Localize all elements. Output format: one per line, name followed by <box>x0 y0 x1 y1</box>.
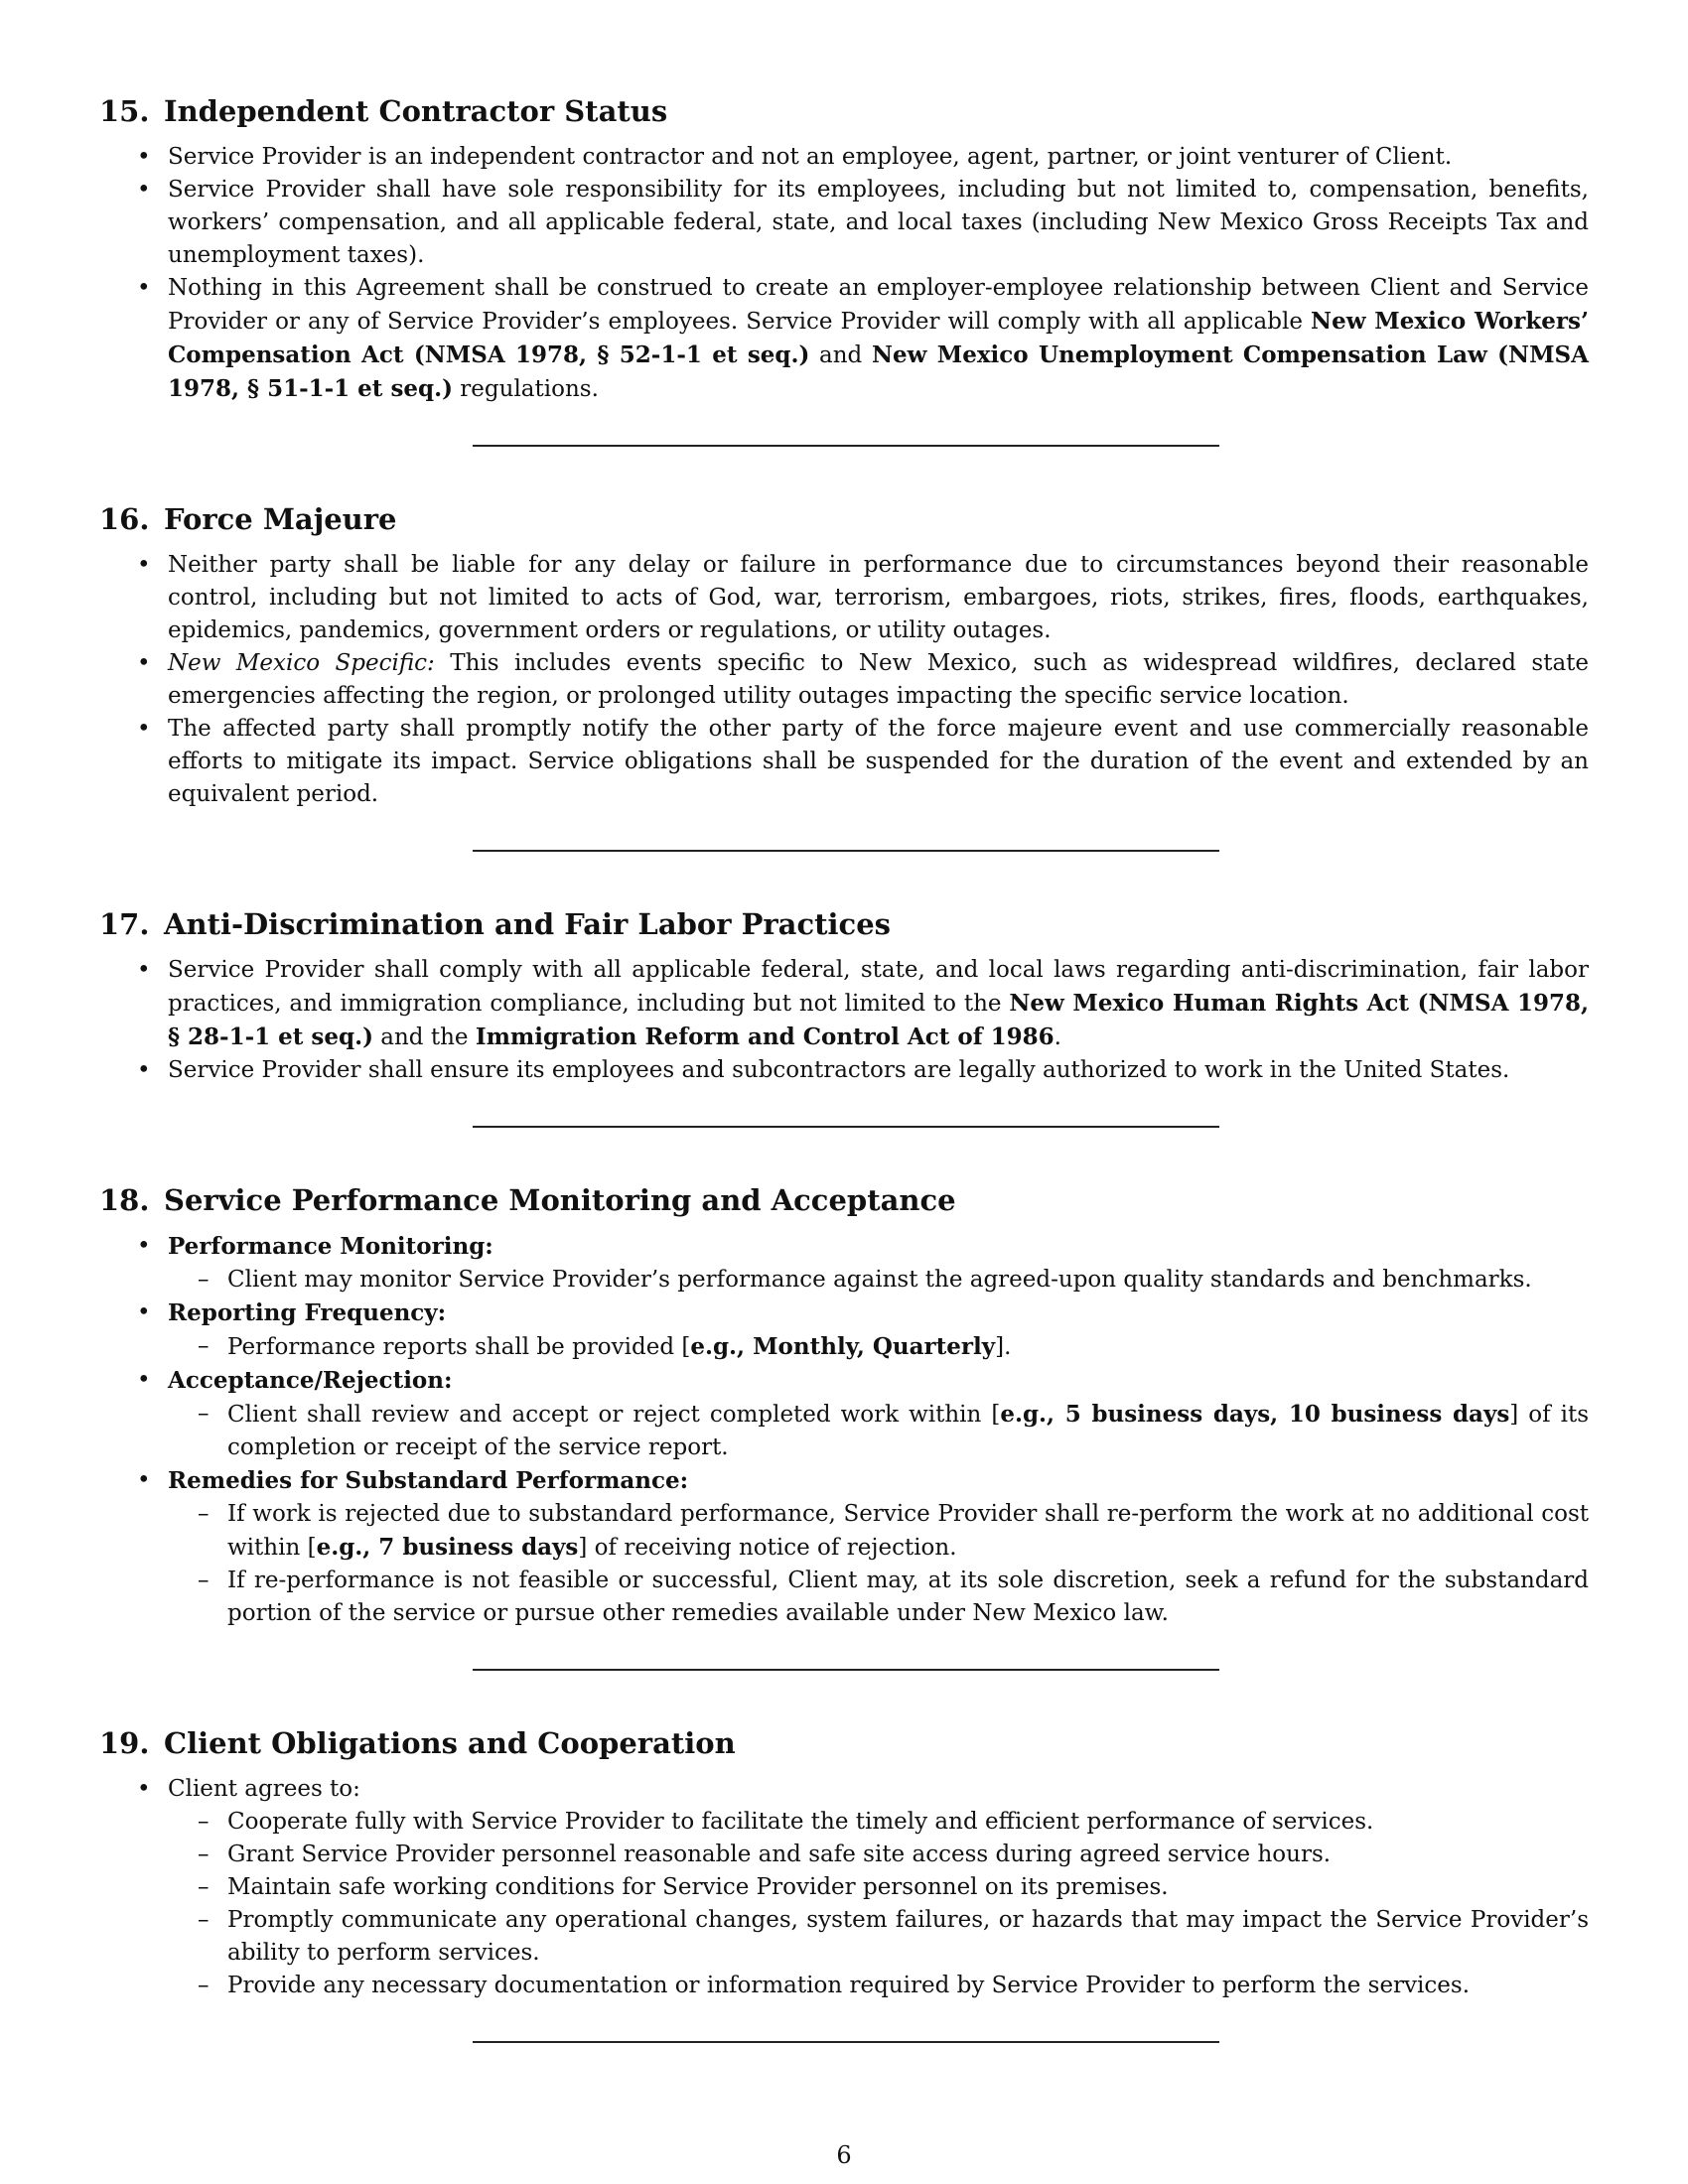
sub-list-item <box>168 1904 1589 1970</box>
list-item-text: Service Provider shall comply with all applicable federal, state, and local laws regarding anti-discrimination, fair labor practices, and immigration compliance, including but not limited to the <box>168 957 1589 1017</box>
sub-list-item <box>168 1565 1589 1630</box>
list-item <box>99 1773 1589 2002</box>
sub-list-item <box>168 1970 1589 2002</box>
sub-list <box>168 1398 1589 1464</box>
sub-list-item-text: ] of receiving notice of rejection. <box>578 1535 957 1561</box>
sub-list <box>168 1264 1589 1297</box>
bullet-list <box>99 1230 1589 1630</box>
statute-reference: Immigration Reform and Control Act of 1986 <box>475 1024 1055 1050</box>
section-performance-monitoring <box>99 1180 1589 1630</box>
sub-list-item-text: Cooperate fully with Service Provider to facilitate the timely and efficient performance of services. <box>227 1809 1374 1835</box>
section-number: 18. <box>99 1183 150 1217</box>
list-item <box>99 141 1589 174</box>
list-item-text: . <box>1054 1024 1061 1050</box>
sub-list-item <box>168 1871 1589 1904</box>
section-heading <box>99 1723 1589 1763</box>
list-item <box>99 1464 1589 1630</box>
section-heading <box>99 91 1589 131</box>
sub-list-item <box>168 1398 1589 1464</box>
list-item <box>99 1364 1589 1464</box>
section-number: 19. <box>99 1726 150 1760</box>
statute-reference: New Mexico Workers’ Compensation Act (NMSA 1978, § 52-1-1 et seq.) <box>168 308 1589 368</box>
section-heading <box>99 1180 1589 1220</box>
list-item-text: Nothing in this Agreement shall be construed to create an employer-employee relationship between Client and Service Provider or any of Service Provider’s employees. Service Provider will comply with all applicable <box>168 275 1589 335</box>
sub-list-item-text: Client may monitor Service Provider’s performance against the agreed-upon quality standards and benchmarks. <box>227 1267 1532 1293</box>
sub-list-item <box>168 1806 1589 1839</box>
section-force-majeure <box>99 499 1589 811</box>
sub-list-item-text: If work is rejected due to substandard performance, Service Provider shall re-perform the work at no additional cost within [ <box>227 1501 1589 1561</box>
list-item <box>99 549 1589 647</box>
sub-list-item-text: If re-performance is not feasible or successful, Client may, at its sole discretion, seek a refund for the substandard portion of the service or pursue other remedies available under New Mexico law. <box>227 1568 1589 1626</box>
sub-list-item-text: Promptly communicate any operational changes, system failures, or hazards that may impact the Service Provider’s ability to perform services. <box>227 1907 1589 1966</box>
sub-list <box>168 1806 1589 2002</box>
subheading: Performance Monitoring: <box>168 1233 493 1260</box>
document-page <box>99 91 1589 2096</box>
section-client-obligations <box>99 1723 1589 2002</box>
section-title: Service Performance Monitoring and Acceptance <box>164 1183 956 1217</box>
sub-list-item-text: Grant Service Provider personnel reasonable and safe site access during agreed service hours. <box>227 1842 1332 1867</box>
subheading: Acceptance/Rejection: <box>168 1367 453 1394</box>
list-item <box>99 1054 1589 1087</box>
list-item <box>99 713 1589 811</box>
list-item <box>99 1297 1589 1364</box>
page-number: 6 <box>836 2141 852 2169</box>
statute-reference: New Mexico Human Rights Act (NMSA 1978, § 28-1-1 et seq.) <box>168 990 1589 1050</box>
sub-list-item <box>168 1264 1589 1297</box>
sub-list <box>168 1330 1589 1364</box>
bullet-list <box>99 549 1589 811</box>
subheading: Reporting Frequency: <box>168 1299 447 1326</box>
list-item <box>99 954 1589 1054</box>
section-number: 15. <box>99 94 150 128</box>
list-item <box>99 272 1589 406</box>
bullet-list <box>99 141 1589 406</box>
bullet-list <box>99 1773 1589 2002</box>
section-heading <box>99 499 1589 539</box>
list-item-text: Client agrees to: <box>168 1776 360 1802</box>
sub-list-item-text: ]. <box>995 1334 1012 1360</box>
section-title: Client Obligations and Cooperation <box>164 1726 736 1760</box>
list-item-text: Service Provider shall have sole responsibility for its employees, including but not limited to, compensation, benefits, workers’ compensation, and all applicable federal, state, and local taxes (including New Mexico Gross Receipts Tax and unemployment taxes). <box>168 177 1589 268</box>
sub-list-item-text: Provide any necessary documentation or information required by Service Provider to perform the services. <box>227 1973 1471 1998</box>
list-item <box>99 1230 1589 1297</box>
sub-list <box>168 1498 1589 1630</box>
placeholder-value: e.g., Monthly, Quarterly <box>690 1333 996 1360</box>
list-item-text: Service Provider is an independent contractor and not an employee, agent, partner, or joint venturer of Client. <box>168 144 1453 170</box>
section-heading <box>99 904 1589 944</box>
list-item-text: Service Provider shall ensure its employees and subcontractors are legally authorized to work in the United States. <box>168 1057 1510 1083</box>
section-divider <box>473 445 1219 447</box>
section-divider <box>473 2041 1219 2043</box>
list-item-text: This includes events specific to New Mexico, such as widespread wildfires, declared state emergencies affecting the region, or prolonged utility outages impacting the specific service location. <box>168 650 1590 709</box>
list-item-text: Neither party shall be liable for any delay or failure in performance due to circumstances beyond their reasonable control, including but not limited to acts of God, war, terrorism, embargoes, riots, strikes, fires, floods, earthquakes, epidemics, pandemics, government orders or regulations, or utility outages. <box>168 552 1589 643</box>
sub-list-item <box>168 1330 1589 1364</box>
section-title: Anti-Discrimination and Fair Labor Practices <box>164 907 891 941</box>
subheading: Remedies for Substandard Performance: <box>168 1467 689 1494</box>
section-title: Independent Contractor Status <box>164 94 668 128</box>
sub-list-item <box>168 1839 1589 1871</box>
list-item-text: and <box>809 342 872 368</box>
placeholder-value: e.g., 7 business days <box>316 1534 579 1561</box>
section-independent-contractor-status <box>99 91 1589 406</box>
sub-list-item <box>168 1498 1589 1565</box>
bullet-list <box>99 954 1589 1087</box>
section-divider <box>473 1126 1219 1128</box>
list-item-text: regulations. <box>453 376 599 402</box>
list-item-text: and the <box>372 1024 476 1050</box>
list-item <box>99 647 1589 713</box>
list-item-text: The affected party shall promptly notify the other party of the force majeure event and use commercially reasonable efforts to mitigate its impact. Service obligations shall be suspended for the duration of the event and extended by an equivalent period. <box>168 716 1589 807</box>
list-item <box>99 174 1589 272</box>
section-title: Force Majeure <box>164 502 397 536</box>
section-number: 17. <box>99 907 150 941</box>
sub-list-item-text: ] of its completion or receipt of the service report. <box>227 1402 1589 1460</box>
section-anti-discrimination <box>99 904 1589 1087</box>
sub-list-item-text: Maintain safe working conditions for Service Provider personnel on its premises. <box>227 1874 1169 1900</box>
sub-list-item-text: Client shall review and accept or reject completed work within [ <box>227 1402 1001 1428</box>
placeholder-value: e.g., 5 business days, 10 business days <box>1000 1401 1510 1428</box>
section-divider <box>473 850 1219 852</box>
emphasis-label: New Mexico Specific: <box>168 650 435 676</box>
sub-list-item-text: Performance reports shall be provided [ <box>227 1334 691 1360</box>
section-divider <box>473 1669 1219 1671</box>
section-number: 16. <box>99 502 150 536</box>
statute-reference: New Mexico Unemployment Compensation Law (NMSA 1978, § 51-1-1 et seq.) <box>168 341 1589 402</box>
